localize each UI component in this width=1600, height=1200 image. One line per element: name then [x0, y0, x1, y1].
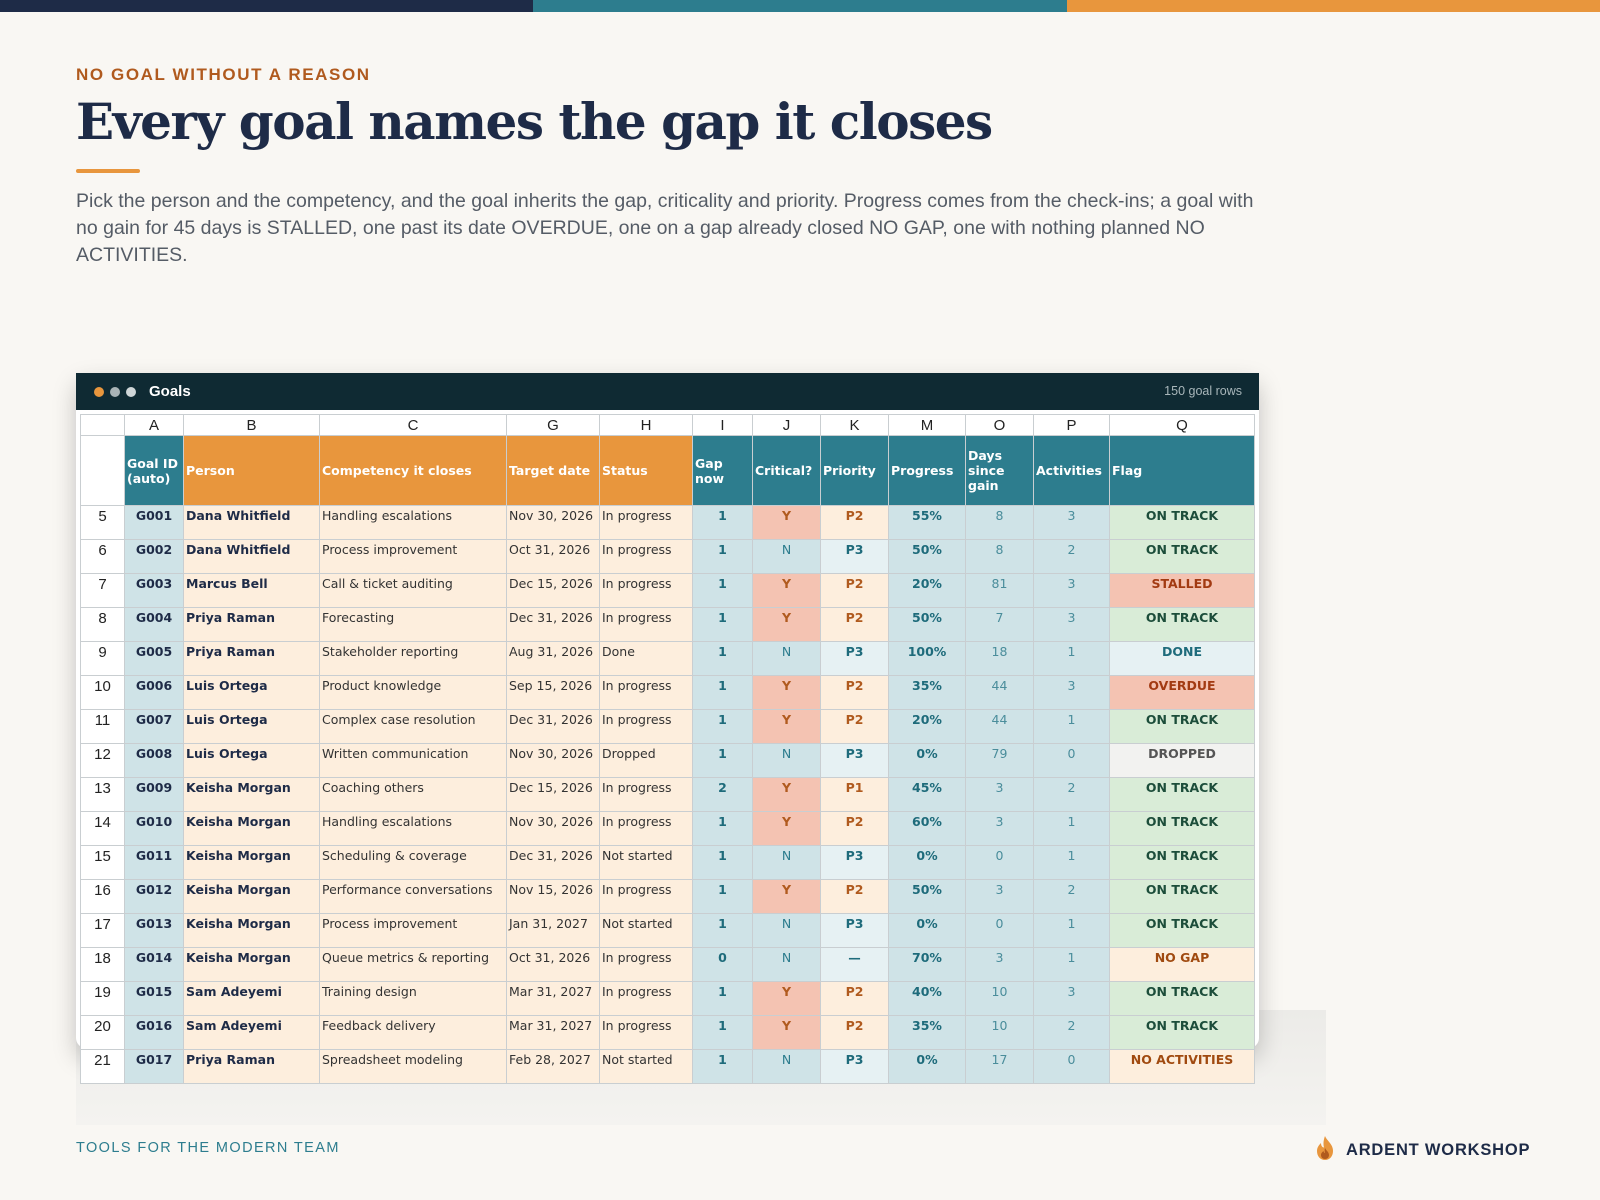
row-number[interactable]: 14 — [81, 812, 125, 846]
goal-id-cell[interactable]: G008 — [125, 744, 184, 778]
person-cell[interactable]: Dana Whitfield — [184, 506, 320, 540]
row-number[interactable]: 8 — [81, 608, 125, 642]
person-cell[interactable]: Marcus Bell — [184, 574, 320, 608]
progress-cell[interactable]: 55% — [889, 506, 966, 540]
page-title: Every goal names the gap it closes — [76, 92, 992, 151]
status-cell[interactable]: Done — [600, 642, 693, 676]
progress-cell[interactable]: 45% — [889, 778, 966, 812]
column-letter[interactable]: H — [600, 415, 693, 436]
goal-id-cell[interactable]: G010 — [125, 812, 184, 846]
goal-id-cell[interactable]: G011 — [125, 846, 184, 880]
activities-cell[interactable]: 0 — [1034, 744, 1110, 778]
days-since-gain-cell[interactable]: 3 — [966, 948, 1034, 982]
progress-cell[interactable]: 50% — [889, 880, 966, 914]
table-row — [81, 880, 1255, 914]
header-activities[interactable]: Activities — [1034, 436, 1110, 506]
flag-cell[interactable]: ON TRACK — [1110, 914, 1255, 948]
days-since-gain-cell[interactable]: 79 — [966, 744, 1034, 778]
gap-now-cell[interactable]: 1 — [693, 744, 753, 778]
table-row — [81, 1016, 1255, 1050]
person-cell[interactable]: Luis Ortega — [184, 676, 320, 710]
status-cell[interactable]: Not started — [600, 1050, 693, 1084]
flag-cell[interactable]: ON TRACK — [1110, 540, 1255, 574]
header-person[interactable]: Person — [184, 436, 320, 506]
table-row — [81, 540, 1255, 574]
critical-cell[interactable]: Y — [753, 812, 821, 846]
target-date-cell[interactable]: Aug 31, 2026 — [507, 642, 600, 676]
goal-id-cell[interactable]: G004 — [125, 608, 184, 642]
gap-now-cell[interactable]: 1 — [693, 846, 753, 880]
days-since-gain-cell[interactable]: 3 — [966, 812, 1034, 846]
column-letter[interactable]: A — [125, 415, 184, 436]
flag-cell[interactable]: STALLED — [1110, 574, 1255, 608]
gap-now-cell[interactable]: 1 — [693, 676, 753, 710]
row-number[interactable]: 15 — [81, 846, 125, 880]
days-since-gain-cell[interactable]: 8 — [966, 540, 1034, 574]
row-number[interactable]: 20 — [81, 1016, 125, 1050]
days-since-gain-cell[interactable]: 0 — [966, 846, 1034, 880]
days-since-gain-cell[interactable]: 81 — [966, 574, 1034, 608]
flag-cell[interactable]: ON TRACK — [1110, 880, 1255, 914]
competency-cell[interactable]: Training design — [320, 982, 507, 1016]
days-since-gain-cell[interactable]: 3 — [966, 778, 1034, 812]
gap-now-cell[interactable]: 1 — [693, 1016, 753, 1050]
row-number[interactable]: 17 — [81, 914, 125, 948]
priority-cell[interactable]: — — [821, 948, 889, 982]
goal-id-cell[interactable]: G005 — [125, 642, 184, 676]
goal-id-cell[interactable]: G013 — [125, 914, 184, 948]
days-since-gain-cell[interactable]: 0 — [966, 914, 1034, 948]
status-cell[interactable]: In progress — [600, 778, 693, 812]
competency-cell[interactable]: Call & ticket auditing — [320, 574, 507, 608]
critical-cell[interactable]: N — [753, 846, 821, 880]
priority-cell[interactable]: P2 — [821, 608, 889, 642]
status-cell[interactable]: Not started — [600, 914, 693, 948]
column-letter[interactable]: I — [693, 415, 753, 436]
header-goal-id[interactable]: Goal ID (auto) — [125, 436, 184, 506]
days-since-gain-cell[interactable]: 8 — [966, 506, 1034, 540]
gap-now-cell[interactable]: 1 — [693, 540, 753, 574]
competency-cell[interactable]: Coaching others — [320, 778, 507, 812]
table-row — [81, 914, 1255, 948]
activities-cell[interactable]: 1 — [1034, 710, 1110, 744]
column-letter[interactable]: C — [320, 415, 507, 436]
gap-now-cell[interactable]: 1 — [693, 982, 753, 1016]
goal-id-cell[interactable]: G012 — [125, 880, 184, 914]
progress-cell[interactable]: 20% — [889, 574, 966, 608]
progress-cell[interactable]: 50% — [889, 608, 966, 642]
critical-cell[interactable]: Y — [753, 506, 821, 540]
table-row — [81, 982, 1255, 1016]
person-cell[interactable]: Keisha Morgan — [184, 778, 320, 812]
critical-cell[interactable]: Y — [753, 574, 821, 608]
flag-cell[interactable]: OVERDUE — [1110, 676, 1255, 710]
header-days-since-gain[interactable]: Days since gain — [966, 436, 1034, 506]
corner-cell[interactable] — [81, 415, 125, 436]
priority-cell[interactable]: P3 — [821, 642, 889, 676]
person-cell[interactable]: Keisha Morgan — [184, 948, 320, 982]
header-target-date[interactable]: Target date — [507, 436, 600, 506]
progress-cell[interactable]: 0% — [889, 914, 966, 948]
priority-cell[interactable]: P2 — [821, 506, 889, 540]
table-row — [81, 846, 1255, 880]
window-dot-light[interactable] — [126, 387, 136, 397]
header-status[interactable]: Status — [600, 436, 693, 506]
critical-cell[interactable]: N — [753, 744, 821, 778]
flag-cell[interactable]: ON TRACK — [1110, 812, 1255, 846]
status-cell[interactable]: In progress — [600, 608, 693, 642]
column-letter[interactable]: Q — [1110, 415, 1255, 436]
row-number[interactable]: 10 — [81, 676, 125, 710]
flag-cell[interactable]: ON TRACK — [1110, 982, 1255, 1016]
goal-id-cell[interactable]: G009 — [125, 778, 184, 812]
gap-now-cell[interactable]: 1 — [693, 1050, 753, 1084]
flag-cell[interactable]: ON TRACK — [1110, 608, 1255, 642]
row-number[interactable]: 9 — [81, 642, 125, 676]
status-cell[interactable]: In progress — [600, 812, 693, 846]
gap-now-cell[interactable]: 1 — [693, 880, 753, 914]
flag-cell[interactable]: DONE — [1110, 642, 1255, 676]
progress-cell[interactable]: 0% — [889, 846, 966, 880]
goal-id-cell[interactable]: G003 — [125, 574, 184, 608]
target-date-cell[interactable]: Sep 15, 2026 — [507, 676, 600, 710]
column-letter[interactable]: K — [821, 415, 889, 436]
column-letters-row — [81, 415, 1255, 436]
description: Pick the person and the competency, and the goal inherits the gap, criticality and priority. Progress comes from the check-ins; a goal with no gain for 45 days is STALLED, one past its date OVERDUE, one on a gap already closed NO GAP, one with nothing planned NO ACTIVITIES. — [76, 190, 1254, 266]
gap-now-cell[interactable]: 1 — [693, 710, 753, 744]
priority-cell[interactable]: P3 — [821, 914, 889, 948]
critical-cell[interactable]: Y — [753, 676, 821, 710]
progress-cell[interactable]: 40% — [889, 982, 966, 1016]
person-cell[interactable]: Dana Whitfield — [184, 540, 320, 574]
goals-sheet — [80, 414, 1255, 1084]
days-since-gain-cell[interactable]: 44 — [966, 710, 1034, 744]
target-date-cell[interactable]: Dec 15, 2026 — [507, 574, 600, 608]
target-date-cell[interactable]: Mar 31, 2027 — [507, 1016, 600, 1050]
gap-now-cell[interactable]: 1 — [693, 642, 753, 676]
row-number[interactable]: 6 — [81, 540, 125, 574]
progress-cell[interactable]: 70% — [889, 948, 966, 982]
table-row — [81, 608, 1255, 642]
priority-cell[interactable]: P2 — [821, 812, 889, 846]
progress-cell[interactable]: 0% — [889, 1050, 966, 1084]
table-row — [81, 574, 1255, 608]
window-dot-orange[interactable] — [94, 387, 104, 397]
activities-cell[interactable]: 3 — [1034, 608, 1110, 642]
target-date-cell[interactable]: Dec 15, 2026 — [507, 778, 600, 812]
goals-window — [76, 373, 1259, 1069]
critical-cell[interactable]: Y — [753, 982, 821, 1016]
competency-cell[interactable]: Process improvement — [320, 914, 507, 948]
competency-cell[interactable]: Scheduling & coverage — [320, 846, 507, 880]
table-row — [81, 1050, 1255, 1084]
gap-now-cell[interactable]: 1 — [693, 608, 753, 642]
competency-cell[interactable]: Forecasting — [320, 608, 507, 642]
days-since-gain-cell[interactable]: 18 — [966, 642, 1034, 676]
status-cell[interactable]: In progress — [600, 574, 693, 608]
flag-cell[interactable]: NO GAP — [1110, 948, 1255, 982]
activities-cell[interactable]: 1 — [1034, 812, 1110, 846]
critical-cell[interactable]: N — [753, 642, 821, 676]
priority-cell[interactable]: P2 — [821, 880, 889, 914]
column-letter[interactable]: B — [184, 415, 320, 436]
status-cell[interactable]: Not started — [600, 846, 693, 880]
target-date-cell[interactable]: Nov 30, 2026 — [507, 744, 600, 778]
critical-cell[interactable]: Y — [753, 1016, 821, 1050]
goal-id-cell[interactable]: G006 — [125, 676, 184, 710]
gap-now-cell[interactable]: 1 — [693, 914, 753, 948]
table-row — [81, 676, 1255, 710]
critical-cell[interactable]: N — [753, 914, 821, 948]
accent-orange — [1067, 0, 1600, 12]
flag-cell[interactable]: ON TRACK — [1110, 506, 1255, 540]
days-since-gain-cell[interactable]: 17 — [966, 1050, 1034, 1084]
target-date-cell[interactable]: Nov 30, 2026 — [507, 506, 600, 540]
row-number[interactable]: 5 — [81, 506, 125, 540]
activities-cell[interactable]: 3 — [1034, 506, 1110, 540]
days-since-gain-cell[interactable]: 7 — [966, 608, 1034, 642]
priority-cell[interactable]: P3 — [821, 1050, 889, 1084]
gap-now-cell[interactable]: 2 — [693, 778, 753, 812]
priority-cell[interactable]: P2 — [821, 676, 889, 710]
gap-now-cell[interactable]: 1 — [693, 506, 753, 540]
flag-cell[interactable]: NO ACTIVITIES — [1110, 1050, 1255, 1084]
accent-teal — [533, 0, 1066, 12]
activities-cell[interactable]: 2 — [1034, 1016, 1110, 1050]
goal-id-cell[interactable]: G014 — [125, 948, 184, 982]
header-priority[interactable]: Priority — [821, 436, 889, 506]
person-cell[interactable]: Priya Raman — [184, 608, 320, 642]
person-cell[interactable]: Priya Raman — [184, 642, 320, 676]
activities-cell[interactable]: 2 — [1034, 880, 1110, 914]
gap-now-cell[interactable]: 1 — [693, 574, 753, 608]
priority-cell[interactable]: P2 — [821, 574, 889, 608]
days-since-gain-cell[interactable]: 10 — [966, 1016, 1034, 1050]
top-accent-bar — [0, 0, 1600, 12]
row-number[interactable]: 11 — [81, 710, 125, 744]
window-titlebar — [76, 373, 1259, 410]
competency-cell[interactable]: Handling escalations — [320, 812, 507, 846]
competency-cell[interactable]: Written communication — [320, 744, 507, 778]
person-cell[interactable]: Priya Raman — [184, 1050, 320, 1084]
goal-id-cell[interactable]: G016 — [125, 1016, 184, 1050]
target-date-cell[interactable]: Nov 15, 2026 — [507, 880, 600, 914]
footer-tagline: TOOLS FOR THE MODERN TEAM — [76, 1140, 340, 1156]
activities-cell[interactable]: 3 — [1034, 676, 1110, 710]
table-row — [81, 948, 1255, 982]
flame-icon — [1314, 1135, 1336, 1166]
person-cell[interactable]: Keisha Morgan — [184, 812, 320, 846]
activities-cell[interactable]: 1 — [1034, 914, 1110, 948]
column-letter[interactable]: O — [966, 415, 1034, 436]
target-date-cell[interactable]: Dec 31, 2026 — [507, 608, 600, 642]
column-letter[interactable]: J — [753, 415, 821, 436]
priority-cell[interactable]: P2 — [821, 1016, 889, 1050]
days-since-gain-cell[interactable]: 10 — [966, 982, 1034, 1016]
status-cell[interactable]: In progress — [600, 982, 693, 1016]
flag-cell[interactable]: ON TRACK — [1110, 778, 1255, 812]
target-date-cell[interactable]: Feb 28, 2027 — [507, 1050, 600, 1084]
goal-id-cell[interactable]: G017 — [125, 1050, 184, 1084]
days-since-gain-cell[interactable]: 3 — [966, 880, 1034, 914]
row-number[interactable]: 12 — [81, 744, 125, 778]
critical-cell[interactable]: Y — [753, 778, 821, 812]
row-number[interactable]: 7 — [81, 574, 125, 608]
flag-cell[interactable]: ON TRACK — [1110, 1016, 1255, 1050]
row-number[interactable]: 13 — [81, 778, 125, 812]
header-competency[interactable]: Competency it closes — [320, 436, 507, 506]
critical-cell[interactable]: N — [753, 540, 821, 574]
person-cell[interactable]: Keisha Morgan — [184, 880, 320, 914]
priority-cell[interactable]: P1 — [821, 778, 889, 812]
priority-cell[interactable]: P2 — [821, 982, 889, 1016]
person-cell[interactable]: Luis Ortega — [184, 744, 320, 778]
header-progress[interactable]: Progress — [889, 436, 966, 506]
row-number[interactable]: 18 — [81, 948, 125, 982]
activities-cell[interactable]: 1 — [1034, 642, 1110, 676]
flag-cell[interactable]: ON TRACK — [1110, 710, 1255, 744]
critical-cell[interactable]: Y — [753, 710, 821, 744]
goal-id-cell[interactable]: G015 — [125, 982, 184, 1016]
table-row — [81, 778, 1255, 812]
status-cell[interactable]: In progress — [600, 540, 693, 574]
activities-cell[interactable]: 0 — [1034, 1050, 1110, 1084]
activities-cell[interactable]: 2 — [1034, 540, 1110, 574]
critical-cell[interactable]: Y — [753, 608, 821, 642]
table-row — [81, 710, 1255, 744]
column-letter[interactable]: G — [507, 415, 600, 436]
row-number[interactable]: 16 — [81, 880, 125, 914]
competency-cell[interactable]: Performance conversations — [320, 880, 507, 914]
activities-cell[interactable]: 1 — [1034, 948, 1110, 982]
target-date-cell[interactable]: Oct 31, 2026 — [507, 540, 600, 574]
status-cell[interactable]: In progress — [600, 1016, 693, 1050]
goal-id-cell[interactable]: G002 — [125, 540, 184, 574]
target-date-cell[interactable]: Nov 30, 2026 — [507, 812, 600, 846]
column-letter[interactable]: M — [889, 415, 966, 436]
activities-cell[interactable]: 2 — [1034, 778, 1110, 812]
progress-cell[interactable]: 35% — [889, 1016, 966, 1050]
progress-cell[interactable]: 0% — [889, 744, 966, 778]
flag-cell[interactable]: ON TRACK — [1110, 846, 1255, 880]
title-underline — [76, 169, 140, 173]
priority-cell[interactable]: P2 — [821, 710, 889, 744]
progress-cell[interactable]: 60% — [889, 812, 966, 846]
competency-cell[interactable]: Stakeholder reporting — [320, 642, 507, 676]
status-cell[interactable]: In progress — [600, 948, 693, 982]
competency-cell[interactable]: Queue metrics & reporting — [320, 948, 507, 982]
target-date-cell[interactable]: Jan 31, 2027 — [507, 914, 600, 948]
competency-cell[interactable]: Process improvement — [320, 540, 507, 574]
competency-cell[interactable]: Spreadsheet modeling — [320, 1050, 507, 1084]
table-row — [81, 812, 1255, 846]
person-cell[interactable]: Keisha Morgan — [184, 846, 320, 880]
table-row — [81, 642, 1255, 676]
status-cell[interactable]: In progress — [600, 880, 693, 914]
header-gap-now[interactable]: Gap now — [693, 436, 753, 506]
person-cell[interactable]: Keisha Morgan — [184, 914, 320, 948]
critical-cell[interactable]: N — [753, 948, 821, 982]
person-cell[interactable]: Sam Adeyemi — [184, 1016, 320, 1050]
brand-name: ARDENT WORKSHOP — [1346, 1141, 1531, 1159]
priority-cell[interactable]: P3 — [821, 540, 889, 574]
accent-navy — [0, 0, 533, 12]
priority-cell[interactable]: P3 — [821, 744, 889, 778]
competency-cell[interactable]: Product knowledge — [320, 676, 507, 710]
status-cell[interactable]: In progress — [600, 710, 693, 744]
flag-cell[interactable]: DROPPED — [1110, 744, 1255, 778]
critical-cell[interactable]: Y — [753, 880, 821, 914]
progress-cell[interactable]: 35% — [889, 676, 966, 710]
progress-cell[interactable]: 50% — [889, 540, 966, 574]
eyebrow: NO GOAL WITHOUT A REASON — [76, 65, 371, 84]
target-date-cell[interactable]: Mar 31, 2027 — [507, 982, 600, 1016]
row-count: 150 goal rows — [1164, 384, 1242, 398]
column-letter[interactable]: P — [1034, 415, 1110, 436]
target-date-cell[interactable]: Oct 31, 2026 — [507, 948, 600, 982]
gap-now-cell[interactable]: 1 — [693, 812, 753, 846]
priority-cell[interactable]: P3 — [821, 846, 889, 880]
window-dot-grey[interactable] — [110, 387, 120, 397]
activities-cell[interactable]: 3 — [1034, 982, 1110, 1016]
status-cell[interactable]: Dropped — [600, 744, 693, 778]
header-critical[interactable]: Critical? — [753, 436, 821, 506]
person-cell[interactable]: Luis Ortega — [184, 710, 320, 744]
status-cell[interactable]: In progress — [600, 676, 693, 710]
activities-cell[interactable]: 1 — [1034, 846, 1110, 880]
progress-cell[interactable]: 20% — [889, 710, 966, 744]
status-cell[interactable]: In progress — [600, 506, 693, 540]
table-row — [81, 506, 1255, 540]
goal-id-cell[interactable]: G001 — [125, 506, 184, 540]
header-row — [81, 436, 1255, 506]
target-date-cell[interactable]: Dec 31, 2026 — [507, 710, 600, 744]
brand-logo — [1314, 1135, 1530, 1166]
competency-cell[interactable]: Handling escalations — [320, 506, 507, 540]
window-title: Goals — [149, 383, 191, 400]
competency-cell[interactable]: Feedback delivery — [320, 1016, 507, 1050]
progress-cell[interactable]: 100% — [889, 642, 966, 676]
gap-now-cell[interactable]: 0 — [693, 948, 753, 982]
target-date-cell[interactable]: Dec 31, 2026 — [507, 846, 600, 880]
critical-cell[interactable]: N — [753, 1050, 821, 1084]
competency-cell[interactable]: Complex case resolution — [320, 710, 507, 744]
row-number[interactable]: 19 — [81, 982, 125, 1016]
header-flag[interactable]: Flag — [1110, 436, 1255, 506]
row-number[interactable]: 21 — [81, 1050, 125, 1084]
days-since-gain-cell[interactable]: 44 — [966, 676, 1034, 710]
row-number[interactable]: 4 — [81, 436, 125, 506]
goal-id-cell[interactable]: G007 — [125, 710, 184, 744]
table-row — [81, 744, 1255, 778]
activities-cell[interactable]: 3 — [1034, 574, 1110, 608]
person-cell[interactable]: Sam Adeyemi — [184, 982, 320, 1016]
